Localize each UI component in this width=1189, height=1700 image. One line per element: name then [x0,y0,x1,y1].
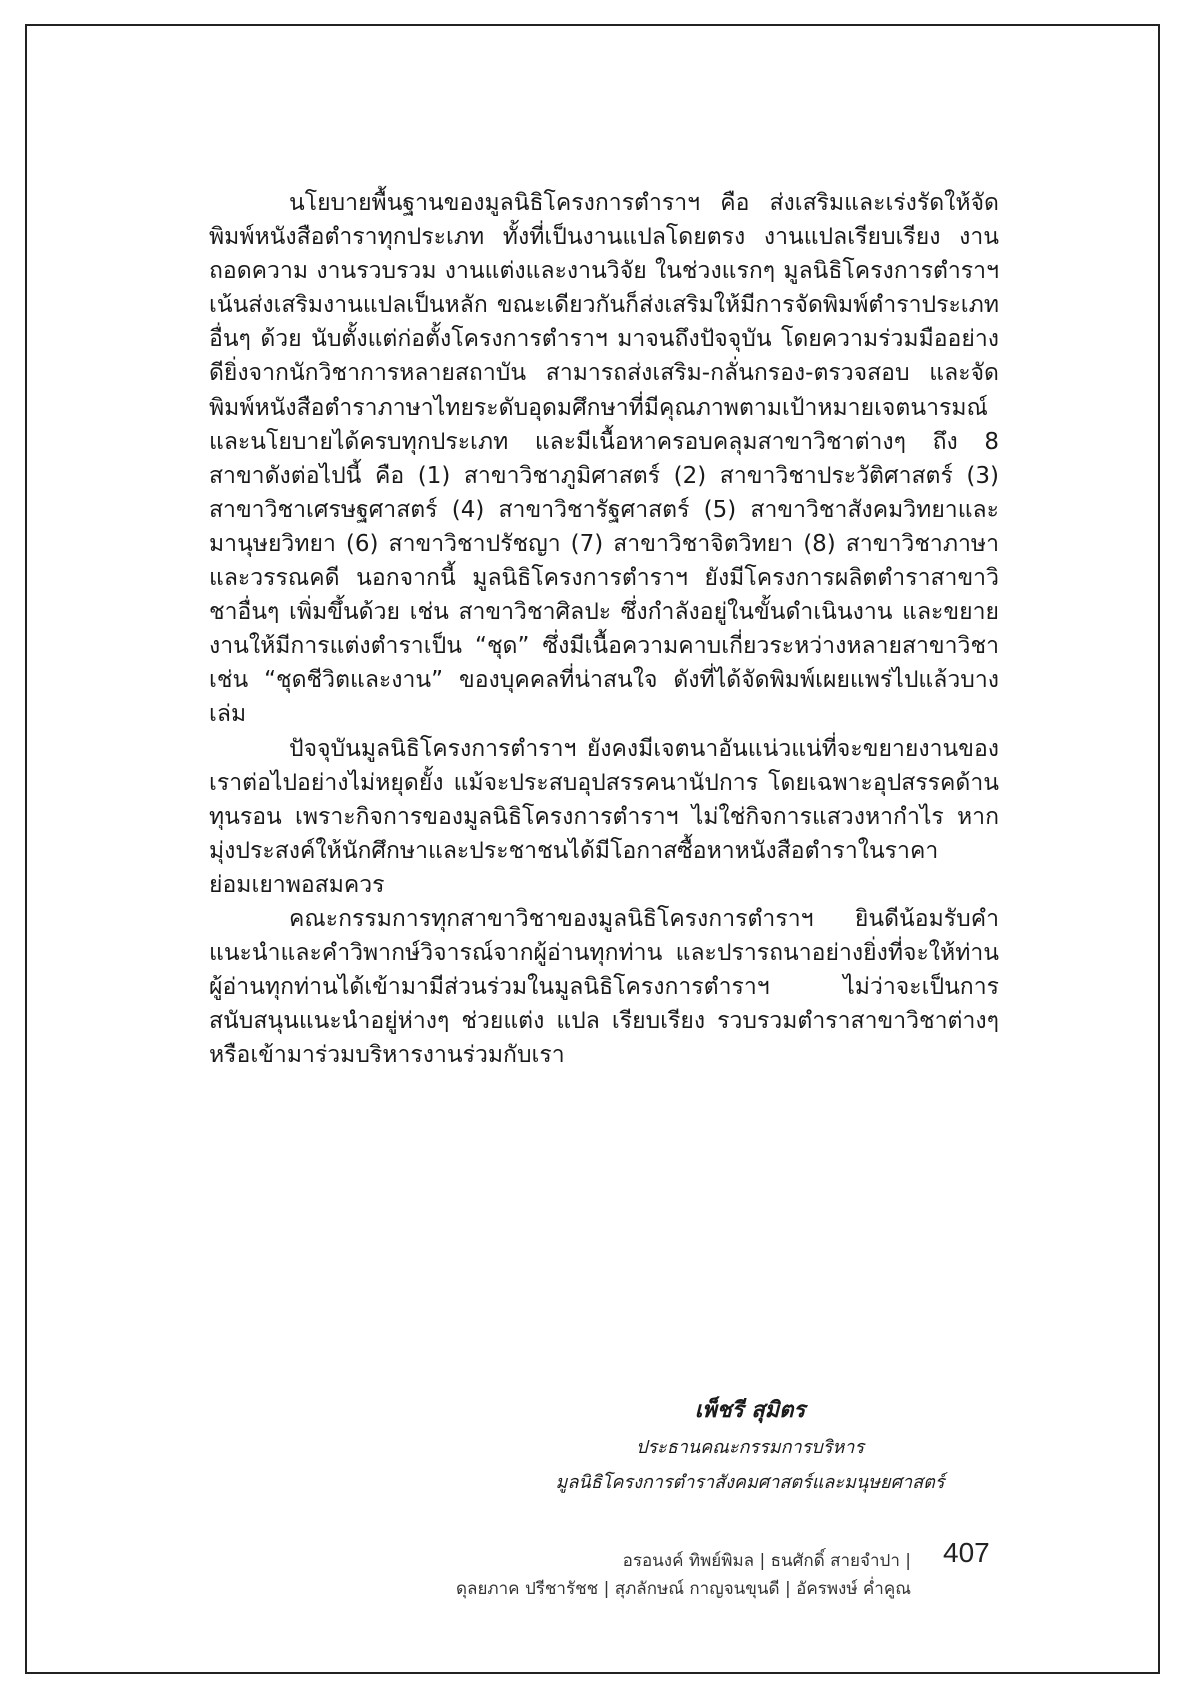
paragraph-policy: นโยบายพื้นฐานของมูลนิธิโครงการตำราฯ คือ ส่งเสริมและเร่งรัดให้จัดพิมพ์หนังสือตำราทุกประเภท ทั้งที่เป็นงานแปลโดยตรง งานแปลเรียบเรียง งานถอดความ งานรวบรวม งานแต่งและงานวิจัย ในช่วงแรกๆ มูลนิธิโครงการตำราฯ เน้นส่งเสริมงานแปลเป็นหลัก ขณะเดียวกันก็ส่งเสริมให้มีการจัดพิมพ์ตำราประเภทอื่นๆ ด้วย นับตั้งแต่ก่อตั้งโครงการตำราฯ มาจนถึงปัจจุบัน โดยความร่วมมืออย่างดียิ่งจากนักวิชาการหลายสถาบัน สามารถส่งเสริม-กลั่นกรอง-ตรวจสอบ และจัดพิมพ์หนังสือตำราภาษาไทยระดับอุดมศึกษาที่มีคุณภาพตามเป้าหมายเจตนารมณ์และนโยบายได้ครบทุกประเภท และมีเนื้อหาครอบคลุมสาขาวิชาต่างๆ ถึง 8 สาขาดังต่อไปนี้ คือ (1) สาขาวิชาภูมิศาสตร์ (2) สาขาวิชาประวัติศาสตร์ (3) สาขาวิชาเศรษฐศาสตร์ (4) สาขาวิชารัฐศาสตร์ (5) สาขาวิชาสังคมวิทยาและมานุษยวิทยา (6) สาขาวิชาปรัชญา (7) สาขาวิชาจิตวิทยา (8) สาขาวิชาภาษาและวรรณคดี นอกจากนี้ มูลนิธิโครงการตำราฯ ยังมีโครงการผลิตตำราสาขาวิชาอื่นๆ เพิ่มขึ้นด้วย เช่น สาขาวิชาศิลปะ ซึ่งกำลังอยู่ในขั้นดำเนินงาน และขยายงานให้มีการแต่งตำราเป็น “ชุด” ซึ่งมีเนื้อความคาบเกี่ยวระหว่างหลายสาขาวิชา เช่น “ชุดชีวิตและงาน” ของบุคคลที่น่าสนใจ ดังที่ได้จัดพิมพ์เผยแพร่ไปแล้วบางเล่ม [209,190,999,728]
paragraph-current-intent: ปัจจุบันมูลนิธิโครงการตำราฯ ยังคงมีเจตนาอันแน่วแน่ที่จะขยายงานของเราต่อไปอย่างไม่หยุดยั้ง แม้จะประสบอุปสรรคนานัปการ โดยเฉพาะอุปสรรคด้านทุนรอน เพราะกิจการของมูลนิธิโครงการตำราฯ ไม่ใช่กิจการแสวงหากำไร หากมุ่งประสงค์ให้นักศึกษาและประชาชนได้มีโอกาสซื้อหาหนังสือตำราในราคาย่อมเยาพอสมควร [209,735,999,898]
signer-title: ประธานคณะกรรมการบริหาร [635,1437,865,1458]
page-number: 407 [943,1537,990,1568]
paragraph-invitation: คณะกรรมการทุกสาขาวิชาของมูลนิธิโครงการตำราฯ ยินดีน้อมรับคำแนะนำและคำวิพากษ์วิจารณ์จากผู้อ่านทุกท่าน และปรารถนาอย่างยิ่งที่จะให้ท่านผู้อ่านทุกท่านได้เข้ามามีส่วนร่วมในมูลนิธิโครงการตำราฯ ไม่ว่าจะเป็นการสนับสนุนแนะนำอยู่ห่างๆ ช่วยแต่ง แปล เรียบเรียง รวบรวมตำราสาขาวิชาต่างๆ หรือเข้ามาร่วมบริหารงานร่วมกับเรา [209,905,999,1069]
signer-organization: มูลนิธิโครงการตำราสังคมศาสตร์และมนุษยศาสตร์ [555,1472,945,1493]
footer-authors-line-2: ดุลยภาค ปรีชารัชช | สุภลักษณ์ กาญจนขุนดี | อัครพงษ์ ค่ำคูณ [456,1579,911,1599]
body-text [209,186,999,1072]
signer-name: เพ็ชรี สุมิตร [694,1397,806,1423]
footer-authors-line-1: อรอนงค์ ทิพย์พิมล | ธนศักดิ์ สายจำปา | [622,1551,911,1571]
